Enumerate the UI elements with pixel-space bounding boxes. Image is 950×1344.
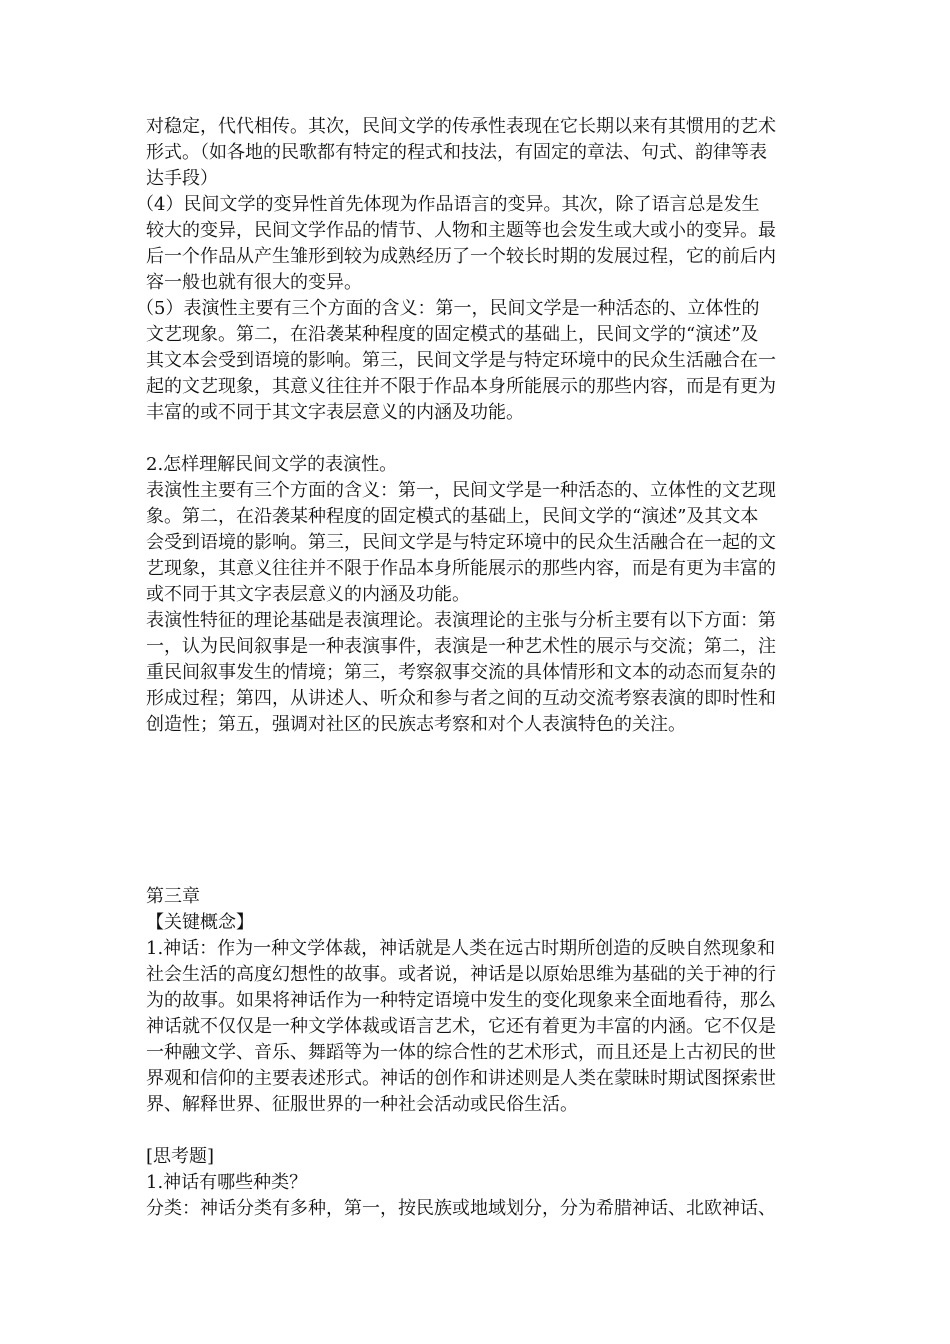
text-line: 达手段） xyxy=(146,168,218,189)
text-line: 丰富的或不同于其文字表层意义的内涵及功能。 xyxy=(146,402,524,423)
text-line: 表演性主要有三个方面的含义：第一，民间文学是一种活态的、立体性的文艺现 xyxy=(146,480,776,501)
text-line: 表演性特征的理论基础是表演理论。表演理论的主张与分析主要有以下方面：第 xyxy=(146,610,776,631)
text-line: 一种融文学、音乐、舞蹈等为一体的综合性的艺术形式，而且还是上古初民的世 xyxy=(146,1042,776,1063)
text-line: 艺现象，其意义往往并不限于作品本身所能展示的那些内容，而是有更为丰富的 xyxy=(146,558,776,579)
text-line: 神话就不仅仅是一种文学体裁或语言艺术，它还有着更为丰富的内涵。它不仅是 xyxy=(146,1016,776,1037)
text-line: 一，认为民间叙事是一种表演事件，表演是一种艺术性的展示与交流；第二，注 xyxy=(146,636,776,657)
text-line: 较大的变异，民间文学作品的情节、人物和主题等也会发生或大或小的变异。最 xyxy=(146,220,776,241)
text-line: 为的故事。如果将神话作为一种特定语境中发生的变化现象来全面地看待，那么 xyxy=(146,990,776,1011)
question-heading: 2.怎样理解民间文学的表演性。 xyxy=(146,454,398,475)
text-line: 重民间叙事发生的情境；第三，考察叙事交流的具体情形和文本的动态而复杂的 xyxy=(146,662,776,683)
text-line: 创造性；第五，强调对社区的民族志考察和对个人表演特色的关注。 xyxy=(146,714,686,735)
text-line: 社会生活的高度幻想性的故事。或者说，神话是以原始思维为基础的关于神的行 xyxy=(146,964,776,985)
text-line: 形成过程；第四，从讲述人、听众和参与者之间的互动交流考察表演的即时性和 xyxy=(146,688,776,709)
text-line: 其文本会受到语境的影响。第三，民间文学是与特定环境中的民众生活融合在一 xyxy=(146,350,776,371)
question-heading: 1.神话有哪些种类？ xyxy=(146,1172,308,1193)
text-line: 界、解释世界、征服世界的一种社会活动或民俗生活。 xyxy=(146,1094,578,1115)
text-line: 文艺现象。第二，在沿袭某种程度的固定模式的基础上，民间文学的“演述”及 xyxy=(146,324,759,345)
text-line: 分类：神话分类有多种，第一，按民族或地域划分，分为希腊神话、北欧神话、 xyxy=(146,1198,776,1219)
section-heading: 【关键概念】 xyxy=(146,912,254,933)
text-line: 起的文艺现象，其意义往往并不限于作品本身所能展示的那些内容，而是有更为 xyxy=(146,376,776,397)
text-line: 1.神话：作为一种文学体裁，神话就是人类在远古时期所创造的反映自然现象和 xyxy=(146,938,776,959)
text-line: 容一般也就有很大的变异。 xyxy=(146,272,362,293)
text-line: 后一个作品从产生雏形到较为成熟经历了一个较长时期的发展过程，它的前后内 xyxy=(146,246,776,267)
text-line: 会受到语境的影响。第三，民间文学是与特定环境中的民众生活融合在一起的文 xyxy=(146,532,776,553)
section-heading: [思考题] xyxy=(146,1146,215,1167)
text-line: （5）表演性主要有三个方面的含义：第一，民间文学是一种活态的、立体性的 xyxy=(136,298,760,319)
text-line: 象。第二，在沿袭某种程度的固定模式的基础上，民间文学的“演述”及其文本 xyxy=(146,506,759,527)
text-line: 形式。（如各地的民歌都有特定的程式和技法，有固定的章法、句式、韵律等表 xyxy=(146,142,767,163)
text-line: （4）民间文学的变异性首先体现为作品语言的变异。其次，除了语言总是发生 xyxy=(136,194,760,215)
chapter-heading: 第三章 xyxy=(146,886,200,907)
text-line: 对稳定，代代相传。其次，民间文学的传承性表现在它长期以来有其惯用的艺术 xyxy=(146,116,776,137)
text-line: 界观和信仰的主要表述形式。神话的创作和讲述则是人类在蒙昧时期试图探索世 xyxy=(146,1068,776,1089)
text-line: 或不同于其文字表层意义的内涵及功能。 xyxy=(146,584,470,605)
